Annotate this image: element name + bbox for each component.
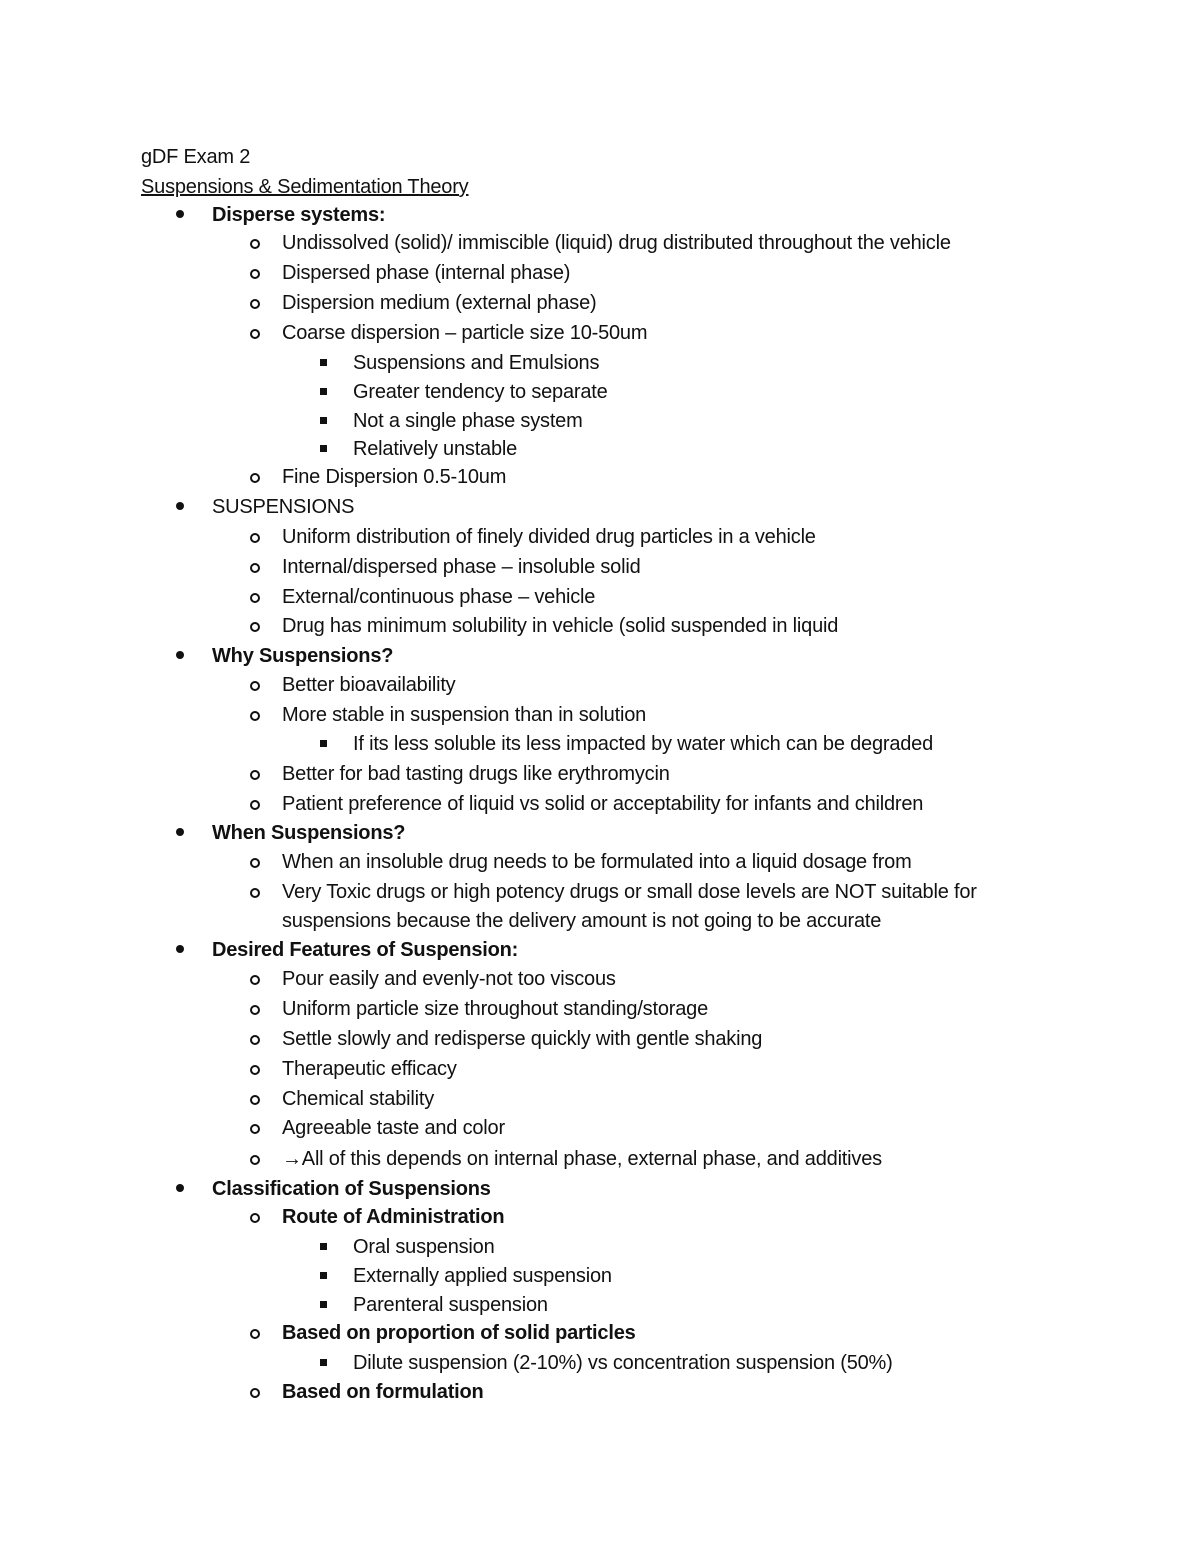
bullet-icon — [176, 945, 184, 953]
outline-item-level-3: Oral suspension — [353, 1236, 495, 1258]
square-bullet-icon — [320, 445, 327, 452]
outline-item-level-2: Therapeutic efficacy — [282, 1058, 457, 1080]
circle-bullet-icon — [250, 858, 260, 868]
outline-item-level-3: Dilute suspension (2-10%) vs concentration suspension (50%) — [353, 1352, 893, 1374]
square-bullet-icon — [320, 740, 327, 747]
outline-item-level-2: →All of this depends on internal phase, external phase, and additives — [282, 1148, 882, 1170]
doc-title: gDF Exam 2 — [141, 146, 251, 168]
circle-bullet-icon — [250, 269, 260, 279]
outline-item-level-1: Why Suspensions? — [212, 645, 394, 667]
outline-item-level-3: Relatively unstable — [353, 438, 518, 460]
outline-item-level-1: SUSPENSIONS — [212, 496, 355, 518]
outline-item-level-2: More stable in suspension than in solution — [282, 704, 647, 726]
circle-bullet-icon — [250, 681, 260, 691]
outline-item-level-3: Greater tendency to separate — [353, 381, 608, 403]
doc-heading: Suspensions & Sedimentation Theory — [141, 176, 469, 198]
circle-bullet-icon — [250, 1124, 260, 1134]
bullet-icon — [176, 651, 184, 659]
outline-item-level-2: Uniform particle size throughout standing/storage — [282, 998, 708, 1020]
outline-item-level-3: Not a single phase system — [353, 410, 583, 432]
bullet-icon — [176, 1184, 184, 1192]
circle-bullet-icon — [250, 770, 260, 780]
circle-bullet-icon — [250, 1065, 260, 1075]
outline-item-level-2: Fine Dispersion 0.5-10um — [282, 466, 507, 488]
outline-item-level-2: Settle slowly and redisperse quickly with gentle shaking — [282, 1028, 763, 1050]
circle-bullet-icon — [250, 593, 260, 603]
outline-item-level-2: Patient preference of liquid vs solid or acceptability for infants and children — [282, 793, 924, 815]
outline-item-level-2: Agreeable taste and color — [282, 1117, 505, 1139]
circle-bullet-icon — [250, 800, 260, 810]
outline-item-level-2: Route of Administration — [282, 1206, 505, 1228]
outline-item-level-3: If its less soluble its less impacted by water which can be degraded — [353, 733, 934, 755]
circle-bullet-icon — [250, 533, 260, 543]
circle-bullet-icon — [250, 473, 260, 483]
outline-item-level-2: Dispersion medium (external phase) — [282, 292, 597, 314]
circle-bullet-icon — [250, 1035, 260, 1045]
circle-bullet-icon — [250, 329, 260, 339]
circle-bullet-icon — [250, 711, 260, 721]
circle-bullet-icon — [250, 299, 260, 309]
outline-item-level-2: Uniform distribution of finely divided drug particles in a vehicle — [282, 526, 816, 548]
outline-item-level-1: When Suspensions? — [212, 822, 406, 844]
circle-bullet-icon — [250, 1005, 260, 1015]
outline-item-level-1: Disperse systems: — [212, 204, 386, 226]
square-bullet-icon — [320, 1272, 327, 1279]
circle-bullet-icon — [250, 563, 260, 573]
circle-bullet-icon — [250, 1329, 260, 1339]
circle-bullet-icon — [250, 622, 260, 632]
outline-item-level-2: Undissolved (solid)/ immiscible (liquid) drug distributed throughout the vehicle — [282, 232, 951, 254]
outline-item-level-2: Based on formulation — [282, 1381, 484, 1403]
outline-item-level-2: Dispersed phase (internal phase) — [282, 262, 571, 284]
outline-item-level-1: Classification of Suspensions — [212, 1178, 491, 1200]
outline-item-level-2: Drug has minimum solubility in vehicle (solid suspended in liquid — [282, 615, 839, 637]
outline-item-level-2: When an insoluble drug needs to be formulated into a liquid dosage from — [282, 851, 912, 873]
circle-bullet-icon — [250, 975, 260, 985]
square-bullet-icon — [320, 1243, 327, 1250]
outline-item-level-3: Externally applied suspension — [353, 1265, 612, 1287]
bullet-icon — [176, 210, 184, 218]
square-bullet-icon — [320, 417, 327, 424]
bullet-icon — [176, 828, 184, 836]
square-bullet-icon — [320, 1359, 327, 1366]
circle-bullet-icon — [250, 888, 260, 898]
circle-bullet-icon — [250, 1213, 260, 1223]
outline-item-level-2: Better for bad tasting drugs like erythromycin — [282, 763, 670, 785]
outline-item-level-1: Desired Features of Suspension: — [212, 939, 519, 961]
outline-item-level-2: Pour easily and evenly-not too viscous — [282, 968, 616, 990]
outline-item-level-3: Parenteral suspension — [353, 1294, 548, 1316]
outline-item-level-2: Very Toxic drugs or high potency drugs or small dose levels are NOT suitable for — [282, 881, 977, 903]
outline-item-level-2: External/continuous phase – vehicle — [282, 586, 596, 608]
outline-item-level-2: Based on proportion of solid particles — [282, 1322, 636, 1344]
outline-item-level-2: Chemical stability — [282, 1088, 435, 1110]
square-bullet-icon — [320, 359, 327, 366]
circle-bullet-icon — [250, 1388, 260, 1398]
circle-bullet-icon — [250, 239, 260, 249]
circle-bullet-icon — [250, 1155, 260, 1165]
outline-item-level-2: suspensions because the delivery amount is not going to be accurate — [282, 910, 882, 932]
square-bullet-icon — [320, 1301, 327, 1308]
outline-item-level-3: Suspensions and Emulsions — [353, 352, 600, 374]
square-bullet-icon — [320, 388, 327, 395]
outline-item-level-2: Coarse dispersion – particle size 10-50um — [282, 322, 648, 344]
outline-item-level-2: Internal/dispersed phase – insoluble solid — [282, 556, 641, 578]
outline-item-level-2: Better bioavailability — [282, 674, 456, 696]
bullet-icon — [176, 502, 184, 510]
circle-bullet-icon — [250, 1095, 260, 1105]
